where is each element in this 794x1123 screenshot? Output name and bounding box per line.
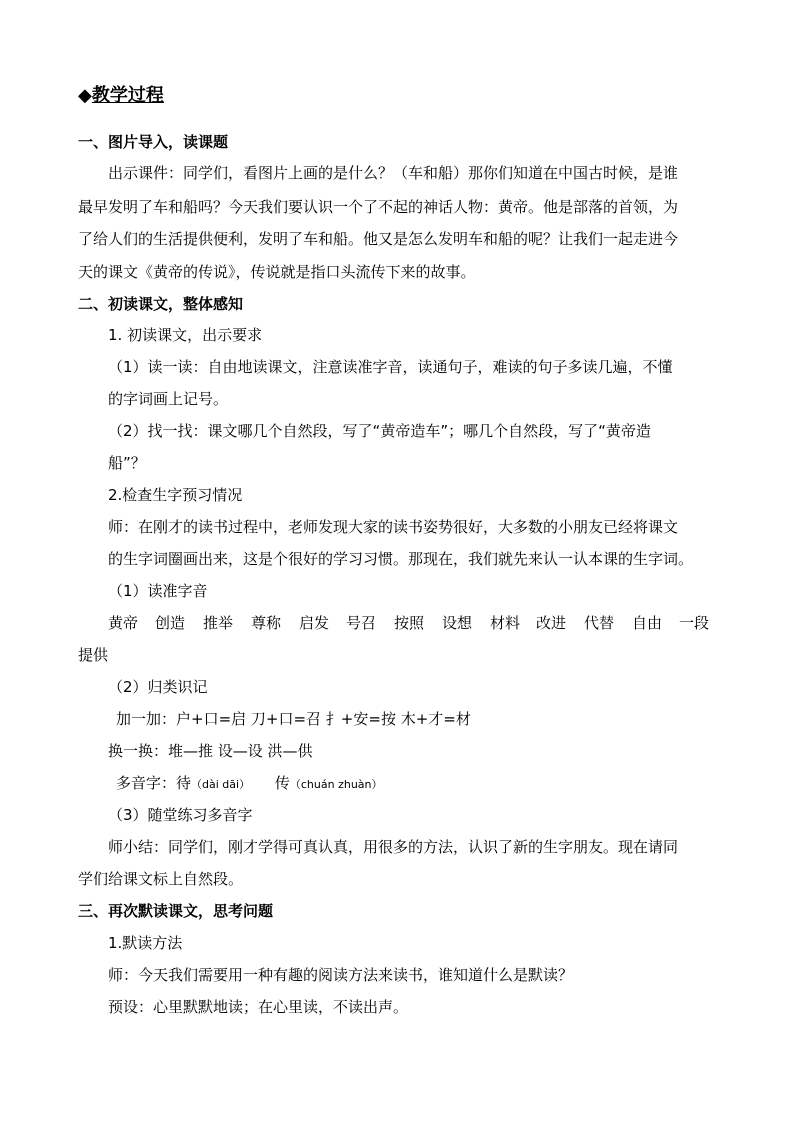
vocab-word: 一段 (679, 614, 710, 632)
paragraph-line: 出示课件：同学们，看图片上画的是什么？（车和船）那你们知道在中国古时候，是谁 (108, 164, 679, 182)
heading-3: 三、再次默读课文，思考问题 (78, 902, 274, 920)
paragraph-line: 了给人们的生活提供便利，发明了车和船。他又是怎么发明车和船的呢？让我们一起走进今 (78, 230, 679, 248)
vocab-word: 提供 (78, 646, 109, 664)
paragraph-line: 天的课文《黄帝的传说》，传说就是指口头流传下来的故事。 (78, 263, 476, 281)
sub-heading: （3）随堂练习多音字 (108, 806, 253, 824)
vocab-word: 材料 (490, 614, 521, 632)
diamond-bullet-icon: ◆ (78, 85, 92, 106)
paragraph-line: 换一换：堆—推 设—设 洪—供 (108, 742, 313, 760)
vocab-word: 号召 (346, 614, 377, 632)
sub-heading: （1）读准字音 (108, 582, 208, 600)
vocab-word: 按照 (394, 614, 425, 632)
paragraph-line: 的字词画上记号。 (108, 390, 229, 408)
heading-2: 二、初读课文，整体感知 (78, 295, 244, 313)
list-item: 2.检查生字预习情况 (108, 486, 243, 504)
vocab-word: 改进 (536, 614, 567, 632)
vocab-word: 自由 (632, 614, 663, 632)
vocab-word: 黄帝 (108, 614, 139, 632)
paragraph-line: 师小结：同学们，刚才学得可真认真，用很多的方法，认识了新的生字朋友。现在请同 (108, 838, 679, 856)
paragraph-line: 最早发明了车和船吗？今天我们要认识一个了不起的神话人物：黄帝。他是部落的首领，为 (78, 198, 679, 216)
vocab-word: 代替 (584, 614, 615, 632)
polyphone-char: 传 (274, 774, 290, 792)
vocab-word: 尊称 (251, 614, 282, 632)
pinyin: （dài dāi） (191, 778, 251, 791)
paragraph-line: 的生字词圈画出来，这是个很好的学习习惯。那现在，我们就先来认一认本课的生字词。 (108, 550, 694, 568)
section-title (78, 84, 164, 108)
paragraph-line: 学们给课文标上自然段。 (78, 870, 244, 888)
section-title-text: 教学过程 (91, 85, 164, 106)
list-item: 1.默读方法 (108, 934, 183, 952)
sub-heading: （2）归类识记 (108, 678, 208, 696)
paragraph-line: （1）读一读：自由地读课文，注意读准字音，读通句子，难读的句子多读几遍，不懂 (108, 358, 673, 376)
paragraph-line: 师：今天我们需要用一种有趣的阅读方法来读书，谁知道什么是默读？ (108, 966, 574, 984)
pinyin: （chuán zhuàn） (289, 778, 383, 791)
paragraph-line: 加一加：户+口=启 刀+口=召 扌+安=按 木+才=材 (116, 710, 471, 728)
vocab-row (108, 613, 715, 633)
heading-1: 一、图片导入，读课题 (78, 133, 229, 151)
paragraph-line: （2）找一找：课文哪几个自然段，写了“黄帝造车”；哪几个自然段，写了“黄帝造 (108, 422, 651, 440)
vocab-word: 推举 (203, 614, 234, 632)
vocab-word: 设想 (442, 614, 473, 632)
vocab-word: 启发 (299, 614, 330, 632)
polyphone-label: 多音字：待 (116, 774, 192, 792)
paragraph-line: 师：在刚才的读书过程中，老师发现大家的读书姿势很好，大多数的小朋友已经将课文 (108, 518, 679, 536)
paragraph-line: 船”？ (108, 454, 146, 472)
paragraph-line: 预设：心里默默地读；在心里读，不读出声。 (108, 998, 409, 1016)
list-item: 1. 初读课文，出示要求 (108, 326, 263, 344)
polyphone-row (116, 773, 383, 795)
vocab-word: 创造 (155, 614, 186, 632)
